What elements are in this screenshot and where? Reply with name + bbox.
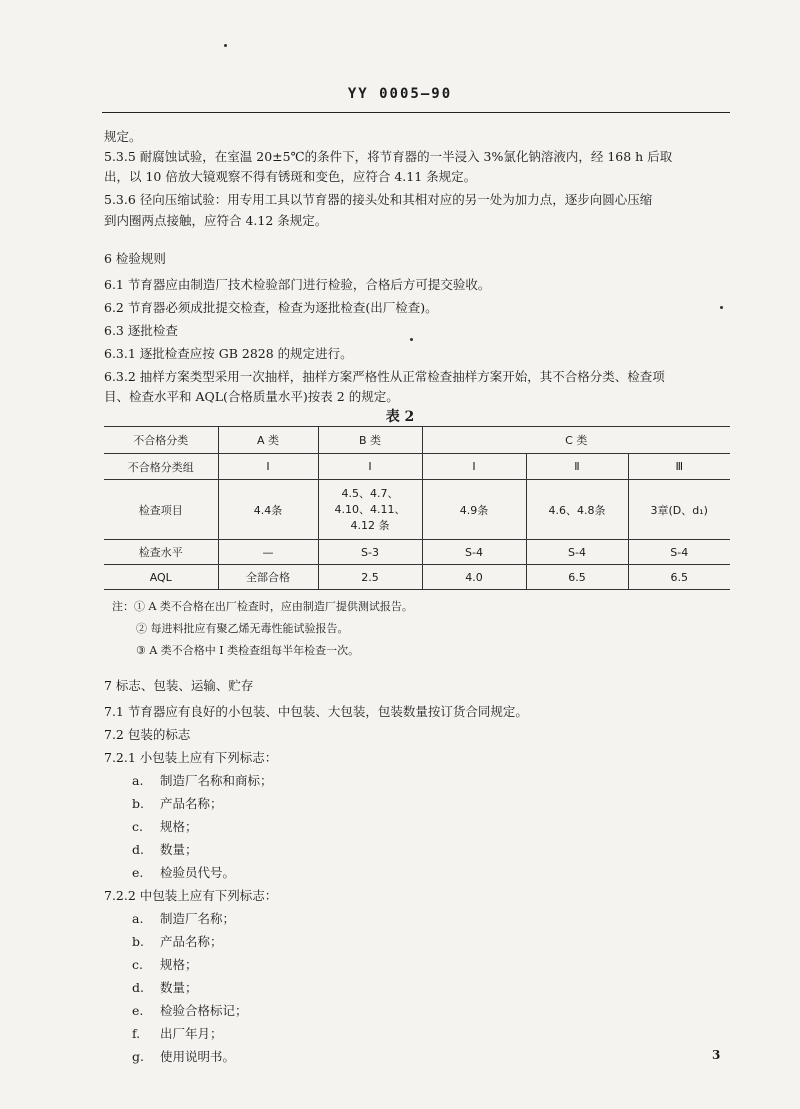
clause-6-1: 6.1 节育器应由制造厂技术检验部门进行检验，合格后方可提交验收。 (104, 277, 491, 292)
cell-line: 4.5、4.7、 (341, 486, 399, 500)
table-2 (104, 426, 730, 590)
table-cell: Ⅲ (628, 454, 730, 480)
clause-6-3: 6.3 逐批检查 (104, 323, 178, 338)
table-cell (318, 480, 422, 540)
header-rule (102, 112, 730, 113)
clause-7-1: 7.1 节育器应有良好的小包装、中包装、大包装，包装数量按订货合同规定。 (104, 704, 528, 719)
table-cell: 2.5 (318, 565, 422, 590)
table-cell: Ⅰ (422, 454, 526, 480)
table-cell: S-4 (526, 540, 628, 565)
list-item: 数量； (160, 980, 198, 995)
list-item: 数量； (160, 842, 198, 857)
table-cell: 不合格分类 (104, 427, 218, 454)
table-cell: Ⅰ (218, 454, 318, 480)
table-row (104, 565, 730, 590)
list-item: 产品名称； (160, 796, 223, 811)
body-line: 出，以 10 倍放大镜观察不得有锈斑和变色，应符合 4.11 条规定。 (104, 169, 477, 184)
table-cell: 4.0 (422, 565, 526, 590)
list-item-key: b. (132, 934, 144, 949)
list-item: 规格； (160, 957, 198, 972)
clause-6-3-2: 6.3.2 抽样方案类型采用一次抽样，抽样方案严格性从正常检查抽样方案开始，其不合格分类、检查项 (104, 369, 665, 384)
clause-7-2-2: 7.2.2 中包装上应有下列标志： (104, 888, 278, 903)
list-item: 制造厂名称； (160, 911, 236, 926)
list-item-key: a. (132, 773, 144, 788)
table-row (104, 540, 730, 565)
table-note: 注：① A 类不合格在出厂检查时，应由制造厂提供测试报告。 (112, 600, 413, 613)
table-cell: AQL (104, 565, 218, 590)
body-line: 规定。 (104, 129, 142, 144)
section-7-heading: 7 标志、包装、运输、贮存 (104, 678, 254, 693)
list-item-key: c. (132, 819, 143, 834)
table-cell: 4.4条 (218, 480, 318, 540)
list-item: 制造厂名称和商标； (160, 773, 273, 788)
section-6-heading: 6 检验规则 (104, 251, 166, 266)
list-item: 产品名称； (160, 934, 223, 949)
list-item-key: a. (132, 911, 144, 926)
table-cell: 4.6、4.8条 (526, 480, 628, 540)
table-title: 表 2 (385, 409, 415, 425)
table-cell: 不合格分类组 (104, 454, 218, 480)
scan-speck (410, 338, 413, 341)
page-number: 3 (712, 1048, 721, 1062)
table-cell: — (218, 540, 318, 565)
list-item-key: f. (132, 1026, 141, 1041)
list-item: 出厂年月； (160, 1026, 223, 1041)
table-cell: C 类 (422, 427, 730, 454)
table-cell: 检查项目 (104, 480, 218, 540)
list-item-key: b. (132, 796, 144, 811)
list-item: 检验合格标记； (160, 1003, 248, 1018)
clause-6-3-1: 6.3.1 逐批检查应按 GB 2828 的规定进行。 (104, 346, 353, 361)
cell-line: 4.12 条 (350, 518, 390, 532)
scan-speck (224, 44, 227, 47)
table-cell: A 类 (218, 427, 318, 454)
page-header: YY 0005—90 (347, 86, 453, 102)
list-item: 使用说明书。 (160, 1049, 236, 1064)
table-cell: Ⅰ (318, 454, 422, 480)
list-item: 规格； (160, 819, 198, 834)
table-note: ② 每进料批应有聚乙烯无毒性能试验报告。 (136, 622, 349, 635)
table-row (104, 480, 730, 540)
clause-6-2: 6.2 节育器必须成批提交检查，检查为逐批检查(出厂检查)。 (104, 300, 438, 315)
table-cell: S-3 (318, 540, 422, 565)
clause-7-2-1: 7.2.1 小包装上应有下列标志： (104, 750, 278, 765)
list-item: 检验员代号。 (160, 865, 236, 880)
clause-5-3-5: 5.3.5 耐腐蚀试验，在室温 20±5℃的条件下，将节育器的一半浸入 3%氯化钠溶液内，经 168 h 后取 (104, 149, 673, 164)
table-row (104, 427, 730, 454)
list-item-key: d. (132, 980, 144, 995)
cell-line: 4.10、4.11、 (334, 502, 406, 516)
table-cell: S-4 (422, 540, 526, 565)
body-line: 目、检查水平和 AQL(合格质量水平)按表 2 的规定。 (104, 389, 399, 404)
table-cell: 4.9条 (422, 480, 526, 540)
list-item-key: g. (132, 1049, 144, 1064)
list-item-key: e. (132, 865, 144, 880)
clause-7-2: 7.2 包装的标志 (104, 727, 191, 742)
table-cell: 3章(D、d₁) (628, 480, 730, 540)
table-note: ③ A 类不合格中 I 类检查组每半年检查一次。 (136, 644, 360, 657)
body-line: 到内圈两点接触，应符合 4.12 条规定。 (104, 213, 328, 228)
table-cell: S-4 (628, 540, 730, 565)
table-cell: 检查水平 (104, 540, 218, 565)
list-item-key: d. (132, 842, 144, 857)
list-item-key: c. (132, 957, 143, 972)
table-cell: B 类 (318, 427, 422, 454)
table-cell: 6.5 (526, 565, 628, 590)
table-row (104, 454, 730, 480)
table-cell: Ⅱ (526, 454, 628, 480)
scan-speck (720, 306, 723, 309)
table-cell: 全部合格 (218, 565, 318, 590)
list-item-key: e. (132, 1003, 144, 1018)
table-cell: 6.5 (628, 565, 730, 590)
clause-5-3-6: 5.3.6 径向压缩试验：用专用工具以节育器的接头处和其相对应的另一处为加力点，逐步向圆心压缩 (104, 192, 653, 207)
